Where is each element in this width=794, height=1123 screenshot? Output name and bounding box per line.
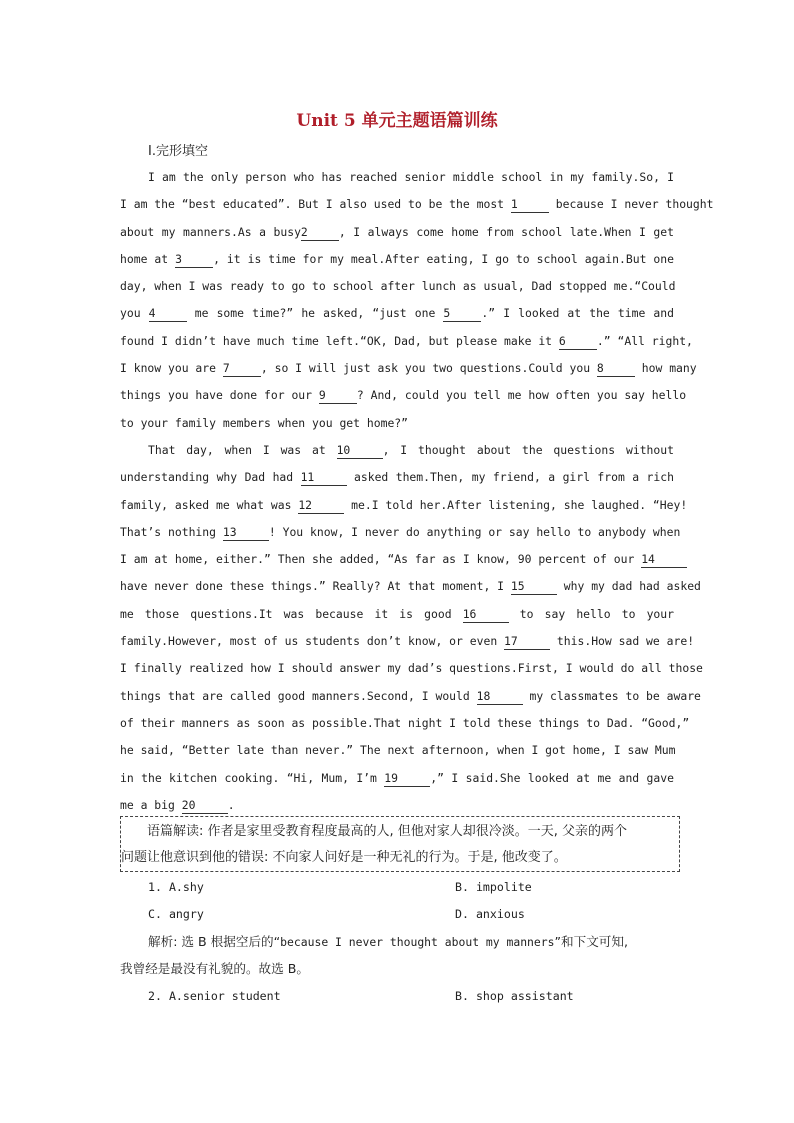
blank-5: 5 (443, 306, 481, 322)
explanation-line-2: 我曾经是最没有礼貌的。故选 B。 (120, 961, 309, 976)
blank-7: 7 (223, 361, 261, 377)
option-b: B. shop assistant (455, 989, 574, 1003)
passage-text: I finally realized how I should answer my dad’s questions.First, I would do all those (120, 661, 703, 676)
explanation-quote: because I never thought about my manners (280, 935, 555, 949)
summary-line-1: 语篇解读: 作者是家里受教育程度最高的人, 但他对家人却很冷淡。一天, 父亲的两个 (147, 824, 628, 839)
passage-text: me some time?” he asked, “just one (186, 306, 444, 321)
blank-15: 15 (511, 579, 557, 595)
passage-text: how many (634, 361, 697, 376)
passage-text: home at (120, 251, 176, 266)
passage-text: about my manners.As a busy (120, 224, 301, 239)
option-b: B. impolite (455, 880, 532, 894)
option-d: D. anxious (455, 907, 525, 921)
passage-line (120, 328, 693, 355)
passage-text: my classmates to be aware (522, 688, 701, 703)
blank-12: 12 (298, 498, 344, 514)
passage-text: . (227, 797, 235, 812)
passage-text: That day, when I was at (148, 442, 337, 457)
page-title: Unit 5 单元主题语篇训练 (296, 111, 498, 131)
passage-text: you (120, 306, 149, 321)
passage-line (120, 437, 674, 464)
passage-line (120, 601, 674, 628)
passage-text: I am at home, either.” Then she added, “As far as I know, 90 percent of our (120, 552, 642, 567)
blank-3: 3 (175, 252, 213, 268)
question-1-explanation (120, 928, 680, 982)
passage-line (120, 410, 674, 437)
passage-line (120, 492, 688, 519)
explanation-prefix: 解析: 选 B 根据空后的“ (148, 934, 281, 949)
passage-text: I am the “best educated”. But I also used to be the most (120, 197, 511, 212)
passage-line (120, 683, 701, 710)
passage-text: to your family members when you get home?” (120, 415, 409, 430)
blank-19: 19 (384, 771, 430, 787)
passage-text: I know you are (120, 361, 223, 376)
passage-text: found I didn’t have much time left.“OK, Dad, but please make it (120, 333, 559, 348)
passage-text: this.How sad we are! (550, 634, 695, 649)
passage-text: ! You know, I never do anything or say hello to anybody when (268, 524, 681, 539)
option-row (148, 904, 708, 924)
passage-text: .” I looked at the time and (481, 306, 674, 321)
section-heading: Ⅰ.完形填空 (148, 144, 208, 159)
blank-1: 1 (511, 197, 549, 213)
option-a: 2. A.senior student (148, 989, 281, 1003)
summary-line-2: 问题让他意识到他的错误: 不向家人问好是一种无礼的行为。于是, 他改变了。 (121, 850, 567, 865)
passage-text: me those questions.It was because it is good (120, 606, 463, 621)
passage-summary-box (120, 816, 680, 872)
blank-6: 6 (559, 334, 597, 350)
passage-line (120, 300, 674, 327)
passage-text: in the kitchen cooking. “Hi, Mum, I’m (120, 770, 385, 785)
passage-text: he said, “Better late than never.” The next afternoon, when I got home, I saw Mum (120, 743, 676, 758)
option-a: 1. A.shy (148, 880, 204, 894)
passage-line (120, 573, 701, 600)
blank-17: 17 (504, 634, 550, 650)
passage-line (120, 710, 690, 737)
blank-8: 8 (597, 361, 635, 377)
passage-line (120, 382, 687, 409)
passage-text: things you have done for our (120, 388, 319, 403)
passage-text: , I always come home from school late.When I get (338, 224, 674, 239)
blank-10: 10 (337, 443, 383, 459)
passage-line (120, 546, 674, 573)
blank-16: 16 (463, 607, 509, 623)
passage-line (120, 519, 681, 546)
passage-line (120, 765, 674, 792)
passage-line (120, 164, 674, 191)
passage-text: why my dad had asked (556, 579, 701, 594)
passage-line (120, 628, 695, 655)
passage-text: , I thought about the questions without (382, 442, 674, 457)
passage-line (120, 273, 674, 300)
passage-line (120, 737, 674, 764)
passage-line (120, 191, 714, 218)
passage-text: to say hello to your (508, 606, 674, 621)
passage-text: asked them.Then, my friend, a girl from a rich (346, 470, 674, 485)
blank-14: 14 (641, 552, 687, 568)
passage-line (120, 464, 674, 491)
blank-18: 18 (477, 689, 523, 705)
passage-text: , so I will just ask you two questions.Could you (260, 361, 597, 376)
passage-text: me.I told her.After listening, she laughed. “Hey! (344, 497, 688, 512)
blank-2: 2 (301, 225, 339, 241)
blank-13: 13 (223, 525, 269, 541)
explanation-line-1 (120, 928, 680, 955)
passage-text: , it is time for my meal.After eating, I go to school again.But one (213, 251, 674, 266)
explanation-suffix: ”和下文可知, (554, 934, 628, 949)
passage-line (120, 355, 697, 382)
option-c: C. angry (148, 907, 204, 921)
passage-text: day, when I was ready to go to school after lunch as usual, Dad stopped me.“Could (120, 279, 676, 294)
passage-text: That’s nothing (120, 524, 223, 539)
blank-9: 9 (319, 388, 357, 404)
passage-text: have never done these things.” Really? At that moment, I (120, 579, 511, 594)
option-row (148, 986, 708, 1006)
passage-text: ? And, could you tell me how often you say hello (356, 388, 687, 403)
passage-text: understanding why Dad had (120, 470, 301, 485)
passage-text: because I never thought (548, 197, 714, 212)
passage-text: family.However, most of us students don’t know, or even (120, 634, 505, 649)
passage-text: I am the only person who has reached senior middle school in my family.So, I (148, 170, 674, 184)
passage-text: of their manners as soon as possible.That night I told these things to Dad. “Good,” (120, 715, 690, 730)
blank-11: 11 (301, 470, 347, 486)
passage-text: ,” I said.She looked at me and gave (430, 770, 674, 785)
passage-text: family, asked me what was (120, 497, 299, 512)
passage-line (120, 655, 703, 682)
blank-20: 20 (182, 798, 228, 814)
passage-text: me a big (120, 797, 182, 812)
passage-text: things that are called good manners.Second, I would (120, 688, 477, 703)
passage-line (120, 246, 674, 273)
cloze-passage (120, 164, 714, 819)
option-row (148, 877, 708, 897)
blank-4: 4 (149, 306, 187, 322)
passage-text: .” “All right, (596, 333, 693, 348)
passage-line (120, 219, 674, 246)
